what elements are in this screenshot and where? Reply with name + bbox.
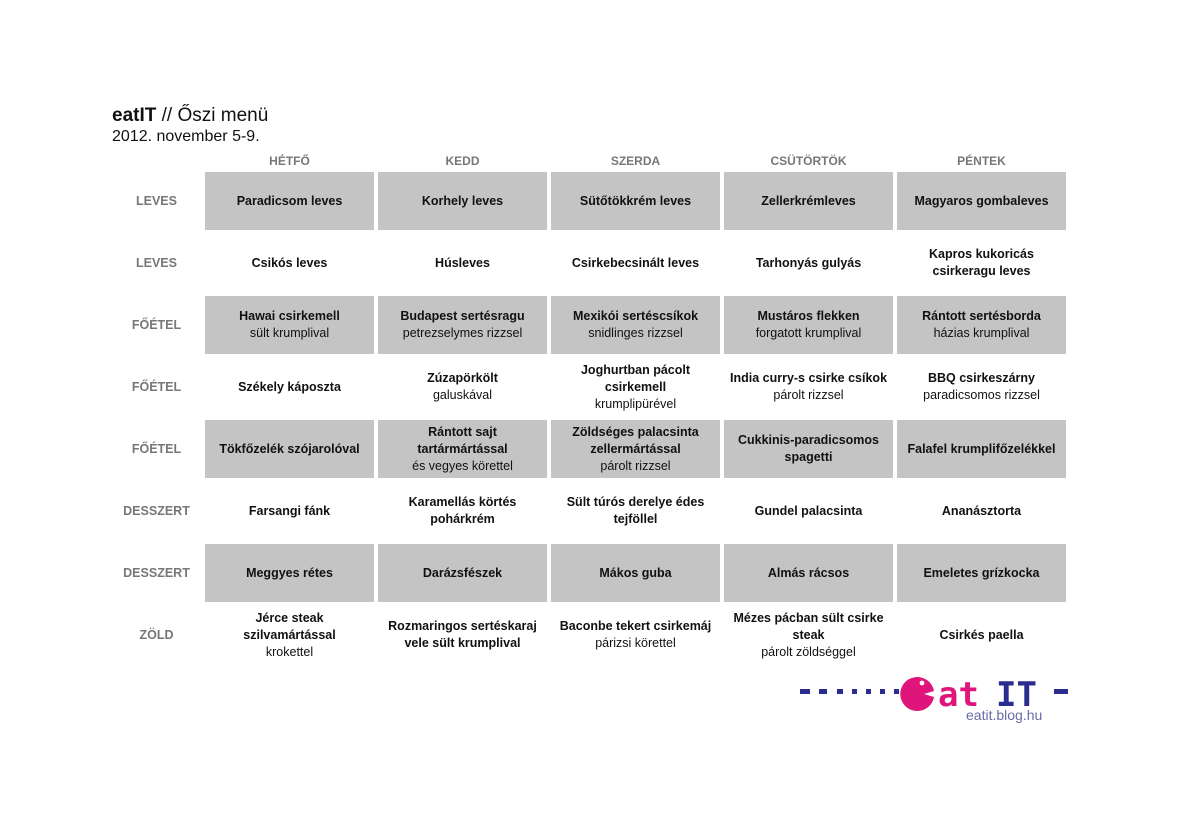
- logo-it-text: IT: [996, 675, 1037, 715]
- menu-cell: [205, 234, 374, 292]
- dish-name: Almás rácsos: [767, 565, 850, 580]
- dish-name: Cukkinis-paradicsomos spagetti: [737, 433, 879, 464]
- dish-name: Kapros kukoricás csirkeragu leves: [929, 247, 1034, 278]
- dish-name: Ananásztorta: [941, 503, 1022, 518]
- blog-url: eatit.blog.hu: [966, 707, 1043, 723]
- menu-row: [112, 172, 1066, 230]
- menu-cell: [551, 172, 720, 230]
- side-dish: házias krumplival: [933, 326, 1030, 340]
- course-label: LEVES: [136, 193, 177, 208]
- brand-name: eatIT: [112, 105, 157, 126]
- menu-cell: [724, 544, 893, 602]
- menu-row: [112, 544, 1066, 602]
- dish-name: Mustáros flekken: [757, 309, 860, 323]
- day-header: KEDD: [445, 154, 480, 168]
- menu-cell: [897, 358, 1066, 416]
- menu-row: [112, 358, 1066, 416]
- dish-name: Falafel krumplifőzelékkel: [907, 441, 1056, 456]
- menu-cell: [205, 172, 374, 230]
- menu-cell: [897, 606, 1066, 664]
- course-label: FŐÉTEL: [131, 379, 182, 394]
- side-dish: krumplipürével: [594, 396, 677, 411]
- menu-cell: [205, 606, 374, 664]
- dish-name: Magyaros gombaleves: [914, 193, 1049, 208]
- side-dish: petrezselymes rizzsel: [402, 326, 523, 340]
- dish-name: Mákos guba: [599, 565, 672, 580]
- dish-name: Zöldséges palacsinta zellermártással: [572, 424, 699, 456]
- menu-cell: [551, 544, 720, 602]
- dish-name: Korhely leves: [421, 193, 504, 208]
- menu-cell: [205, 358, 374, 416]
- dish-name: Sütőtökkrém leves: [579, 193, 692, 208]
- course-label: DESSZERT: [123, 565, 190, 580]
- menu-row: [112, 296, 1066, 354]
- menu-cell: [897, 482, 1066, 540]
- dish-name: Húsleves: [435, 255, 490, 270]
- weekly-menu-table: [108, 149, 1070, 668]
- dish-name: Zellerkrémleves: [761, 193, 856, 208]
- dish-name: Farsangi fánk: [248, 503, 331, 518]
- menu-cell: [724, 172, 893, 230]
- menu-row: [112, 606, 1066, 664]
- page-title: [112, 104, 268, 128]
- dish-name: Jérce steak szilvamártással: [243, 610, 336, 642]
- menu-cell: [551, 358, 720, 416]
- dish-name: Mexikói sertéscsíkok: [572, 309, 699, 323]
- title-suffix: // Őszi menü: [156, 105, 269, 126]
- day-header: HÉTFŐ: [269, 154, 310, 168]
- dish-name: Karamellás körtés pohárkrém: [408, 495, 517, 526]
- side-dish: párizsi körettel: [595, 636, 676, 650]
- dish-name: Meggyes rétes: [246, 565, 333, 580]
- menu-cell: [897, 544, 1066, 602]
- side-dish: és vegyes körettel: [412, 458, 513, 473]
- course-label: FŐÉTEL: [131, 317, 182, 332]
- menu-row: [112, 482, 1066, 540]
- day-header-row: [112, 153, 1066, 168]
- menu-cell: [378, 172, 547, 230]
- day-header: PÉNTEK: [957, 154, 1006, 168]
- side-dish: paradicsomos rizzsel: [923, 388, 1040, 402]
- day-header: SZERDA: [610, 154, 661, 168]
- dish-name: Mézes pácban sült csirke steak: [733, 610, 884, 642]
- eatit-logo-graphic: [800, 673, 1070, 733]
- side-dish: párolt zöldséggel: [761, 644, 856, 659]
- menu-cell: [551, 296, 720, 354]
- menu-row: [112, 420, 1066, 478]
- menu-cell: [897, 234, 1066, 292]
- side-dish: galuskával: [432, 388, 493, 402]
- dish-name: Rántott sajt tartármártással: [417, 424, 508, 456]
- menu-cell: [724, 234, 893, 292]
- dish-name: Rozmaringos sertéskaraj vele sült krumplival: [388, 619, 537, 650]
- course-label: DESSZERT: [123, 503, 190, 518]
- course-label: ZÖLD: [139, 627, 174, 642]
- menu-cell: [897, 172, 1066, 230]
- dish-name: Gundel palacsinta: [754, 503, 863, 518]
- menu-cell: [205, 420, 374, 478]
- menu-cell: [897, 296, 1066, 354]
- dish-name: Tökfőzelék szójarolóval: [219, 441, 360, 456]
- menu-cell: [897, 420, 1066, 478]
- date-range: 2012. november 5-9.: [112, 128, 260, 145]
- menu-cell: [205, 544, 374, 602]
- menu-cell: [205, 296, 374, 354]
- course-label: LEVES: [136, 255, 177, 270]
- side-dish: párolt rizzsel: [600, 458, 671, 473]
- menu-cell: [378, 606, 547, 664]
- day-header: CSÜTÖRTÖK: [770, 154, 847, 168]
- menu-body: [112, 172, 1066, 664]
- menu-cell: [205, 482, 374, 540]
- dish-name: Paradicsom leves: [236, 193, 343, 208]
- menu-cell: [724, 420, 893, 478]
- menu-cell: [378, 358, 547, 416]
- menu-cell: [551, 234, 720, 292]
- menu-cell: [551, 420, 720, 478]
- dish-name: Székely káposzta: [238, 379, 341, 394]
- dish-name: Tarhonyás gulyás: [755, 255, 862, 270]
- dish-name: Sült túrós derelye édes tejföllel: [566, 495, 705, 526]
- dish-name: Emeletes grízkocka: [923, 565, 1040, 580]
- dish-name: Csirkés paella: [939, 627, 1024, 642]
- menu-cell: [551, 606, 720, 664]
- menu-cell: [724, 482, 893, 540]
- side-dish: párolt rizzsel: [773, 388, 844, 402]
- dish-name: Csikós leves: [251, 255, 328, 270]
- menu-cell: [378, 420, 547, 478]
- logo-eat-text: at: [938, 675, 979, 715]
- side-dish: krokettel: [265, 644, 314, 659]
- menu-row: [112, 234, 1066, 292]
- menu-cell: [378, 544, 547, 602]
- menu-cell: [378, 296, 547, 354]
- menu-cell: [378, 482, 547, 540]
- course-label: FŐÉTEL: [131, 441, 182, 456]
- dish-name: BBQ csirkeszárny: [927, 371, 1035, 385]
- dish-name: Baconbe tekert csirkemáj: [559, 619, 712, 633]
- menu-cell: [724, 358, 893, 416]
- menu-cell: [724, 606, 893, 664]
- dish-name: Budapest sertésragu: [400, 309, 525, 323]
- dish-name: Rántott sertésborda: [922, 309, 1041, 323]
- dish-name: Zúzapörkölt: [427, 371, 498, 385]
- dish-name: Hawai csirkemell: [239, 309, 340, 323]
- side-dish: sült krumplival: [249, 326, 330, 340]
- side-dish: forgatott krumplival: [755, 326, 862, 340]
- menu-cell: [724, 296, 893, 354]
- dish-name: India curry-s csirke csíkok: [729, 371, 888, 385]
- dish-name: Joghurtban pácolt csirkemell: [580, 362, 691, 394]
- corner-header: [112, 153, 201, 168]
- side-dish: snidlinges rizzsel: [588, 326, 683, 340]
- eatit-logo: [800, 673, 1070, 733]
- dish-name: Darázsfészek: [422, 565, 503, 580]
- dish-name: Csirkebecsinált leves: [571, 255, 700, 270]
- menu-cell: [378, 234, 547, 292]
- menu-cell: [551, 482, 720, 540]
